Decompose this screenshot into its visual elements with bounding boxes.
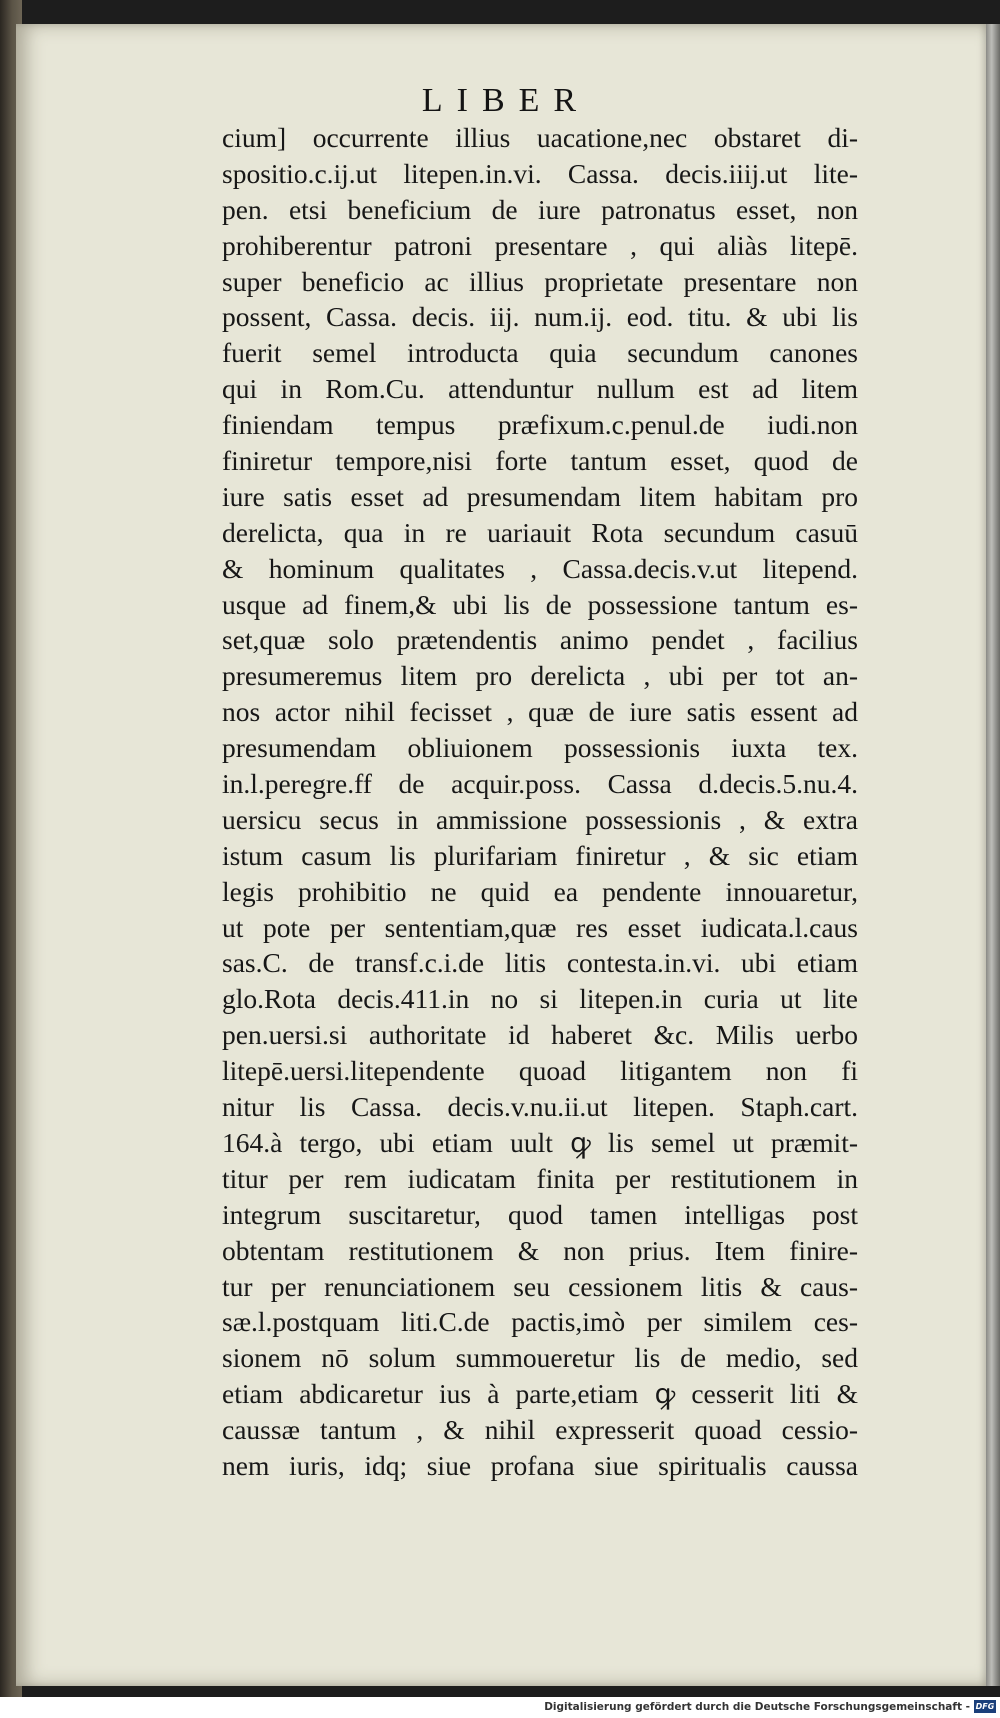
text-line: pen.uersi.si authoritate id haberet &c. Milis uerbo	[222, 1019, 858, 1051]
text-line: pen. etsi beneficium de iure patronatus esset, non	[222, 193, 858, 225]
text-line: & hominum qualitates , Cassa.decis.v.ut litepend.	[222, 552, 858, 584]
funding-credit: Digitalisierung gefördert durch die Deutsche Forschungsgemeinschaft -	[544, 1701, 970, 1713]
text-line: etiam abdicaretur ius à parte,etiam ꝙ cesserit liti &	[222, 1378, 858, 1410]
page-edge	[986, 24, 1000, 1686]
text-line: prohiberentur patroni presentare , qui aliàs litepē.	[222, 229, 858, 261]
dfg-logo: DFG	[975, 1702, 995, 1711]
text-line: finiendam tempus præfixum.c.penul.de iudi.non	[222, 409, 858, 441]
text-line: nitur lis Cassa. decis.v.nu.ii.ut litepen. Staph.cart.	[222, 1091, 858, 1123]
text-line: tur per renunciationem seu cessionem litis & caus-	[222, 1270, 858, 1302]
text-line: litepē.uersi.litependente quoad litigantem non fi	[222, 1055, 858, 1087]
text-line: in.l.peregre.ff de acquir.poss. Cassa d.decis.5.nu.4.	[222, 768, 858, 800]
text-line: glo.Rota decis.411.in no si litepen.in curia ut lite	[222, 983, 858, 1015]
text-line: uersicu secus in ammissione possessionis , & extra	[222, 803, 858, 835]
text-line: nem iuris, idq; siue profana siue spiritualis caussa	[222, 1449, 858, 1481]
text-line: sas.C. de transf.c.i.de litis contesta.in.vi. ubi etiam	[222, 947, 858, 979]
text-line: usque ad finem,& ubi lis de possessione tantum es-	[222, 588, 858, 620]
text-line: spositio.c.ij.ut litepen.in.vi. Cassa. decis.iiij.ut lite-	[222, 157, 858, 189]
text-line: cium] occurrente illius uacatione,nec obstaret di-	[222, 122, 858, 153]
text-line: ut pote per sententiam,quæ res esset iudicata.l.caus	[222, 911, 858, 943]
text-line: 164.à tergo, ubi etiam uult ꝙ lis semel ut præmit-	[222, 1126, 858, 1158]
text-line: sionem nō solum summoueretur lis de medio, sed	[222, 1342, 858, 1374]
text-line: set,quæ solo prætendentis animo pendet , facilius	[222, 624, 858, 656]
text-line: super beneficio ac illius proprietate presentare non	[222, 265, 858, 297]
body-text	[222, 120, 858, 1484]
text-line: derelicta, qua in re uariauit Rota secundum casuū	[222, 516, 858, 548]
book-page	[16, 24, 988, 1686]
text-line: qui in Rom.Cu. attenduntur nullum est ad litem	[222, 373, 858, 405]
text-line: iure satis esset ad presumendam litem habitam pro	[222, 480, 858, 512]
text-line: istum casum lis plurifariam finiretur , & sic etiam	[222, 839, 858, 871]
text-line: caussæ tantum , & nihil expresserit quoad cessio-	[222, 1414, 858, 1446]
text-line: integrum suscitaretur, quod tamen intelligas post	[222, 1198, 858, 1230]
text-line: possent, Cassa. decis. iij. num.ij. eod. titu. & ubi lis	[222, 301, 858, 333]
text-line: legis prohibitio ne quid ea pendente innouaretur,	[222, 875, 858, 907]
text-line: presumendam obliuionem possessionis iuxta tex.	[222, 732, 858, 764]
text-line: fuerit semel introducta quia secundum canones	[222, 337, 858, 369]
footer-bar	[0, 1697, 1000, 1718]
running-header: LIBER	[421, 82, 591, 119]
text-line: presumeremus litem pro derelicta , ubi per tot an-	[222, 660, 858, 692]
text-line: titur per rem iudicatam finita per restitutionem in	[222, 1162, 858, 1194]
text-line: obtentam restitutionem & non prius. Item finire-	[222, 1234, 858, 1266]
text-line: finiretur tempore,nisi forte tantum esset, quod de	[222, 445, 858, 477]
text-line: nos actor nihil fecisset , quæ de iure satis essent ad	[222, 696, 858, 728]
text-line: sæ.l.postquam liti.C.de pactis,imò per similem ces-	[222, 1306, 858, 1338]
